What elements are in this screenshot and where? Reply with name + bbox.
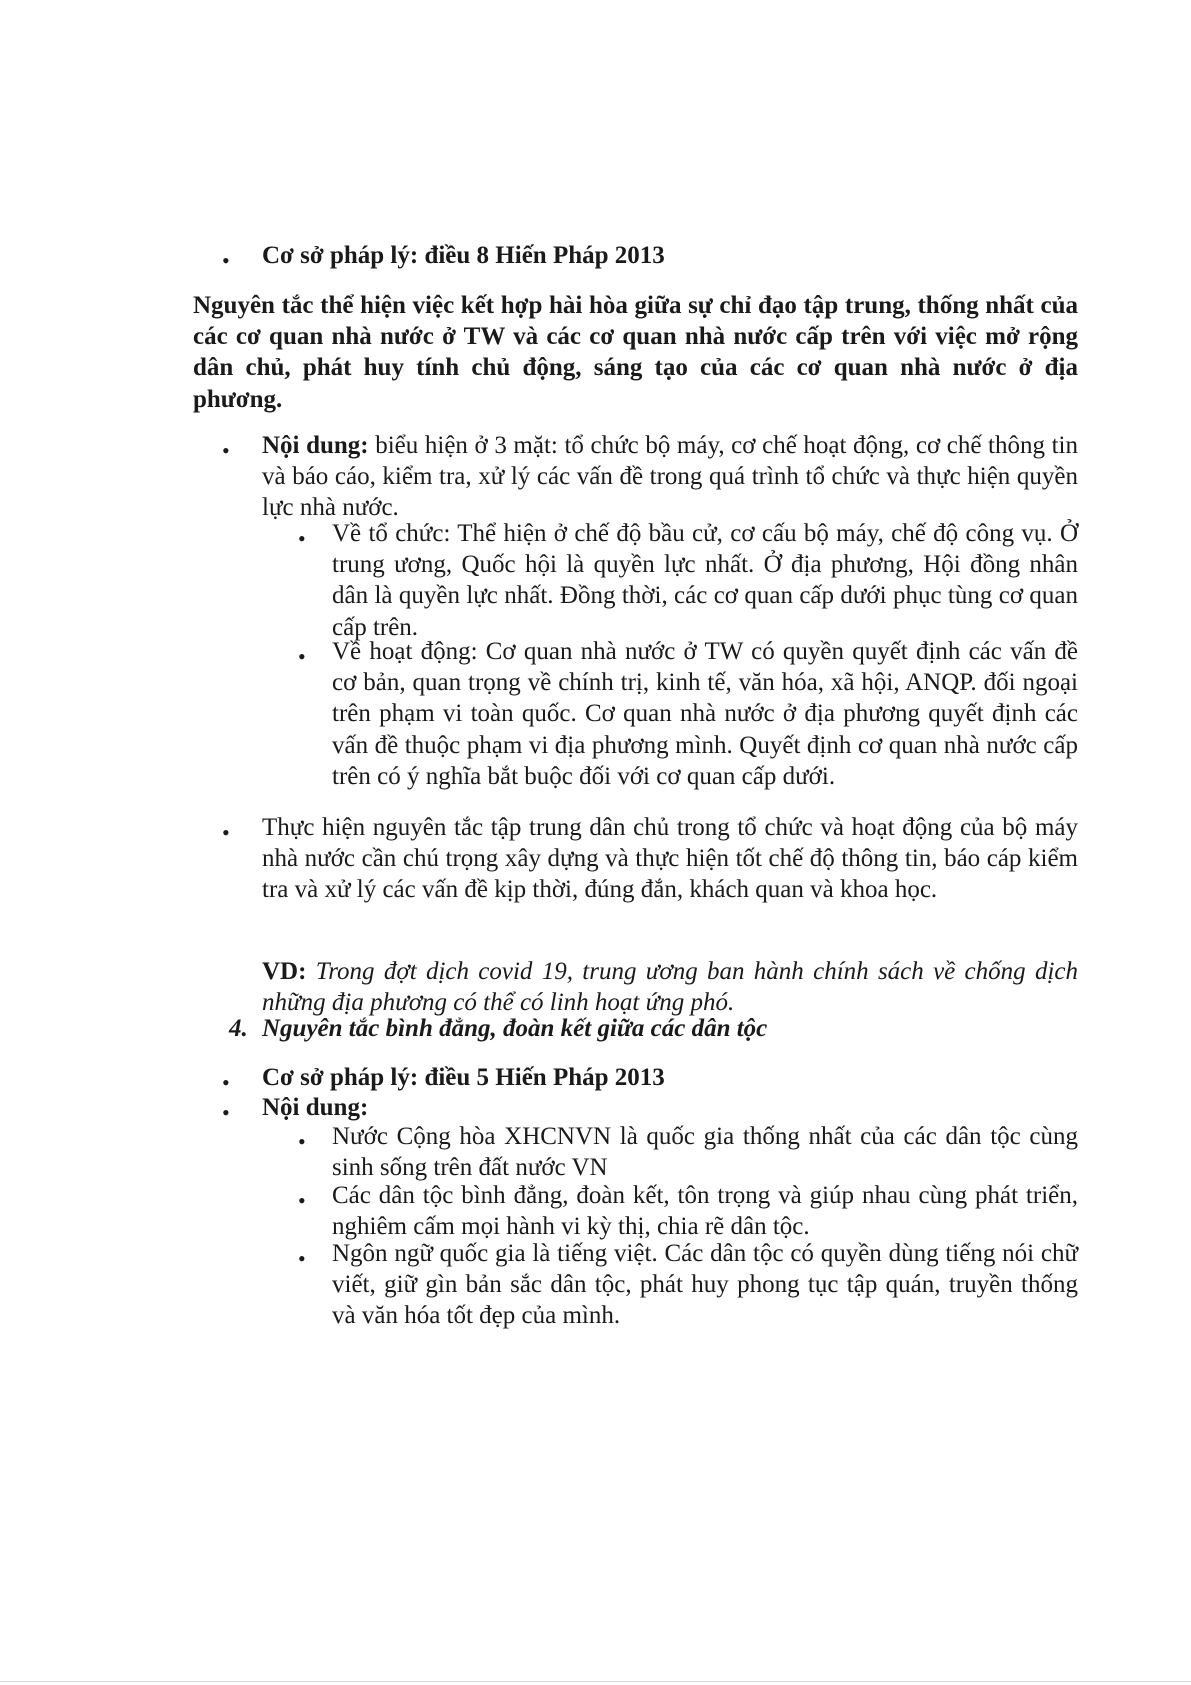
legal-basis-2-text: Cơ sở pháp lý: điều 5 Hiến Pháp 2013 <box>262 1064 665 1091</box>
bullet-content-1: • <box>222 438 230 463</box>
legal-basis-1-text: Cơ sở pháp lý: điều 8 Hiến Pháp 2013 <box>262 242 665 269</box>
sub-item-activity: Về hoạt động: Cơ quan nhà nước ở TW có quyền quyết định các vấn đề cơ bản, quan trọng về chính trị, kinh tế, văn hóa, xã hội, ANQP. đối ngoại trên phạm vi toàn quốc. Cơ quan nhà nước ở địa phương quyết định các vấn đề thuộc phạm vi địa phương mình. Quyết định cơ quan nhà nước cấp trên có ý nghĩa bắt buộc đối với cơ quan cấp dưới. <box>332 638 1078 790</box>
heading-4-number: 4. <box>229 1015 248 1042</box>
heading-4-title: Nguyên tắc bình đẳng, đoàn kết giữa các dân tộc <box>262 1015 768 1042</box>
sub-item-equality: Các dân tộc bình đẳng, đoàn kết, tôn trọng và giúp nhau cùng phát triển, nghiêm cấm mọi hành vi kỳ thị, chia rẽ dân tộc. <box>332 1182 1078 1241</box>
content-1-text: biểu hiện ở 3 mặt: tổ chức bộ máy, cơ chế hoạt động, cơ chế thông tin và báo cáo, kiểm tra, xử lý các vấn đề trong quá trình tổ chức và thực hiện quyền lực nhà nước. <box>262 432 1078 522</box>
implementation: Thực hiện nguyên tắc tập trung dân chủ trong tổ chức và hoạt động của bộ máy nhà nước cần chú trọng xây dựng và thực hiện tốt chế độ thông tin, báo cáp kiểm tra và xử lý các vấn đề kịp thời, đúng đắn, khách quan và khoa học. <box>262 814 1078 904</box>
sub-item-nation: Nước Cộng hòa XHCNVN là quốc gia thống nhất của các dân tộc cùng sinh sống trên đất nước VN <box>332 1123 1078 1182</box>
principle-paragraph: Nguyên tắc thể hiện việc kết hợp hài hòa giữa sự chỉ đạo tập trung, thống nhất của các cơ quan nhà nước ở TW và các cơ quan nhà nước cấp trên với việc mở rộng dân chủ, phát huy tính chủ động, sáng tạo của các cơ quan nhà nước ở địa phương. <box>193 292 1078 413</box>
legal-basis-1 <box>262 240 1078 271</box>
example-label: VD: <box>262 958 307 985</box>
sub-item-organization: Về tổ chức: Thể hiện ở chế độ bầu cử, cơ cấu bộ máy, chế độ công vụ. Ở trung ương, Quốc hội là quyền lực nhất. Ở địa phương, Hội đồng nhân dân là quyền lực nhất. Đồng thời, các cơ quan cấp dưới phục tùng cơ quan cấp trên. <box>332 520 1078 641</box>
bullet-sub-language: • <box>298 1246 306 1271</box>
content-1-label: Nội dung: <box>262 432 369 459</box>
content-1 <box>262 430 1078 524</box>
bullet-content-2: • <box>222 1100 230 1125</box>
example-text: Trong đợt dịch covid 19, trung ương ban hành chính sách về chống dịch những địa phương có thể có linh hoạt ứng phó. <box>262 958 1078 1017</box>
bullet-sub-activity: • <box>298 644 306 669</box>
legal-basis-2 <box>262 1062 1078 1093</box>
bullet-sub-organization: • <box>298 526 306 551</box>
bullet-legal-basis-2: • <box>222 1070 230 1095</box>
sub-item-language: Ngôn ngữ quốc gia là tiếng việt. Các dân tộc có quyền dùng tiếng nói chữ viết, giữ gìn bản sắc dân tộc, phát huy phong tục tập quán, truyền thống và văn hóa tốt đẹp của mình. <box>332 1240 1078 1330</box>
content-2-label: Nội dung: <box>262 1094 369 1121</box>
bullet-sub-equality: • <box>298 1188 306 1213</box>
heading-4 <box>262 1013 1078 1044</box>
page-bottom-edge <box>0 1681 1191 1682</box>
example <box>262 956 1078 1018</box>
bullet-sub-nation: • <box>298 1129 306 1154</box>
bullet-legal-basis-1: • <box>222 248 230 273</box>
bullet-implementation: • <box>222 820 230 845</box>
content-2 <box>262 1092 1078 1123</box>
